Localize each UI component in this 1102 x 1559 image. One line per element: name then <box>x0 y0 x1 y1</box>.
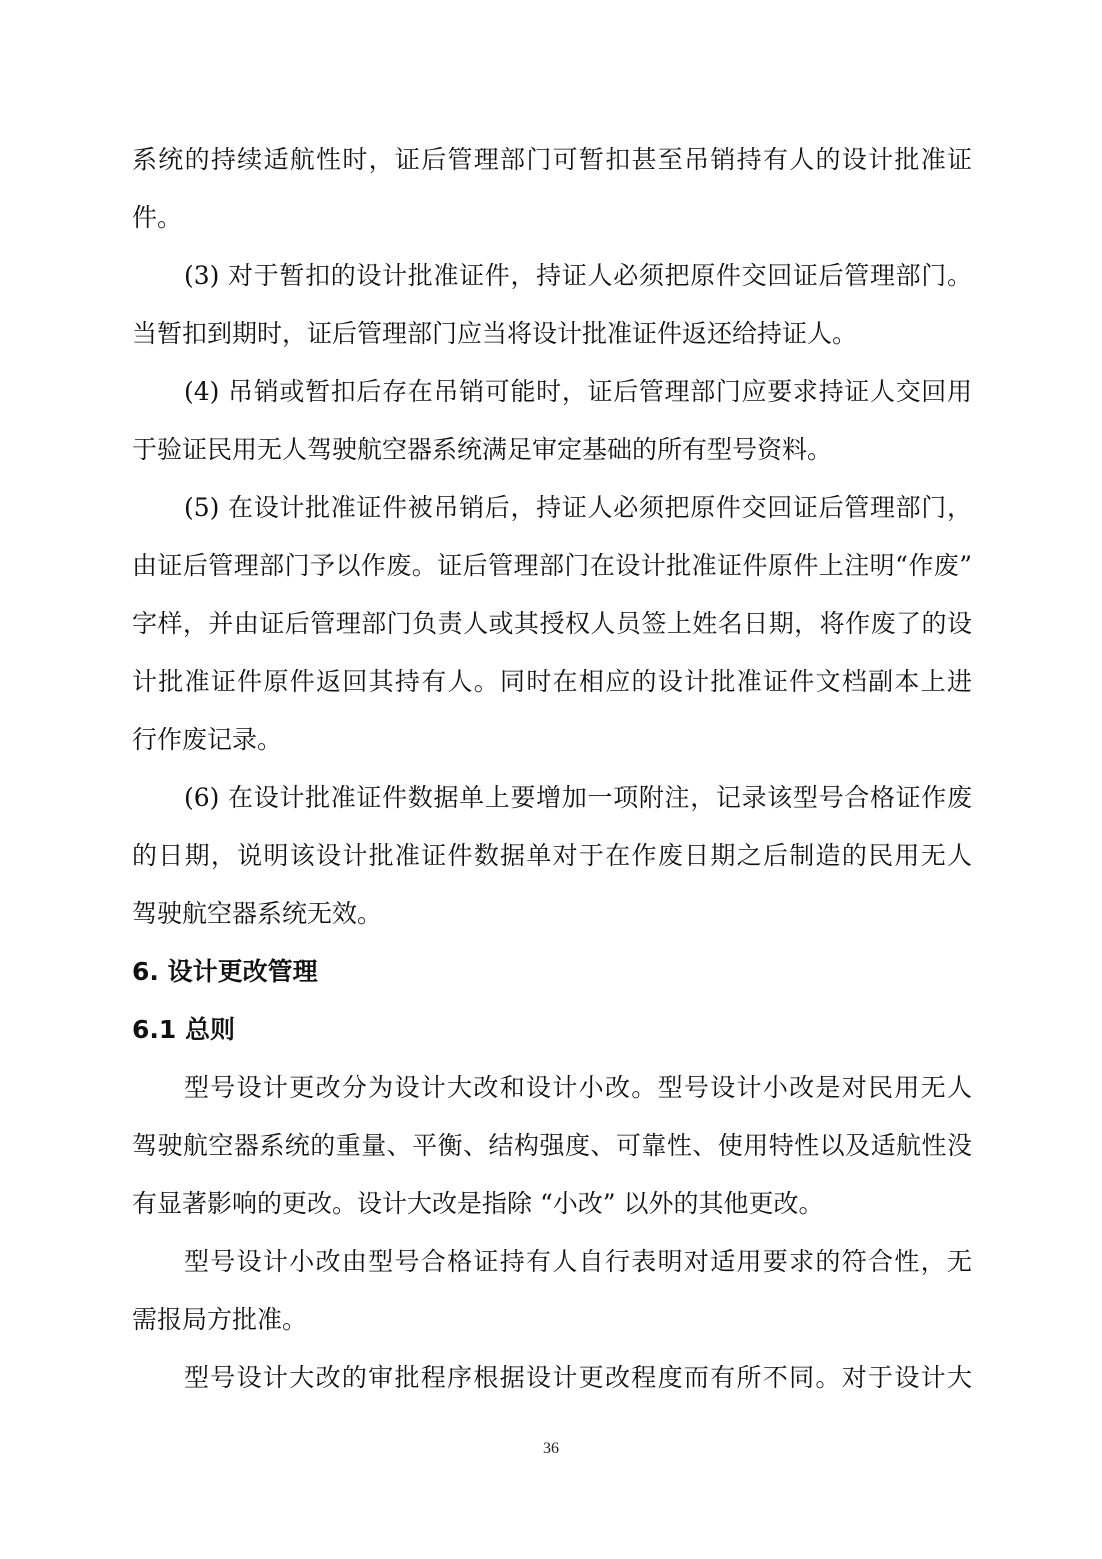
paragraph-line: 的日期，说明该设计批准证件数据单对于在作废日期之后制造的民用无人 <box>132 841 972 870</box>
paragraph-line: 驾驶航空器系统无效。 <box>132 899 383 928</box>
paragraph-line: 由证后管理部门予以作废。证后管理部门在设计批准证件原件上注明“作废” <box>132 551 972 580</box>
section-heading: 6. 设计更改管理 <box>132 957 318 986</box>
paragraph-line: 需报局方批准。 <box>132 1305 308 1334</box>
paragraph-line: 型号设计小改由型号合格证持有人自行表明对适用要求的符合性，无 <box>184 1247 972 1276</box>
paragraph-line: 当暂扣到期时，证后管理部门应当将设计批准证件返还给持证人。 <box>132 319 858 348</box>
paragraph-line: (5) 在设计批准证件被吊销后，持证人必须把原件交回证后管理部门， <box>184 493 972 522</box>
paragraph-line: 行作废记录。 <box>132 725 283 754</box>
paragraph-line: 驾驶航空器系统的重量、平衡、结构强度、可靠性、使用特性以及适航性没 <box>132 1131 972 1160</box>
paragraph-line: 型号设计大改的审批程序根据设计更改程度而有所不同。对于设计大 <box>184 1363 972 1392</box>
paragraph-line: 有显著影响的更改。设计大改是指除 “小改” 以外的其他更改。 <box>132 1189 824 1218</box>
paragraph-line: 件。 <box>132 203 183 232</box>
paragraph-line: 计批准证件原件返回其持有人。同时在相应的设计批准证件文档副本上进 <box>132 667 972 696</box>
subsection-heading: 6.1 总则 <box>132 1015 235 1044</box>
paragraph-line: 字样，并由证后管理部门负责人或其授权人员签上姓名日期，将作废了的设 <box>132 609 972 638</box>
paragraph-line: (6) 在设计批准证件数据单上要增加一项附注，记录该型号合格证作废 <box>184 783 972 812</box>
paragraph-line: (3) 对于暂扣的设计批准证件，持证人必须把原件交回证后管理部门。 <box>184 261 972 290</box>
paragraph-line: 型号设计更改分为设计大改和设计小改。型号设计小改是对民用无人 <box>184 1073 972 1102</box>
paragraph-line: 于验证民用无人驾驶航空器系统满足审定基础的所有型号资料。 <box>132 435 833 464</box>
page-number: 36 <box>543 1440 559 1457</box>
paragraph-line: 系统的持续适航性时，证后管理部门可暂扣甚至吊销持有人的设计批准证 <box>132 145 972 174</box>
paragraph-line: (4) 吊销或暂扣后存在吊销可能时，证后管理部门应要求持证人交回用 <box>184 377 972 406</box>
